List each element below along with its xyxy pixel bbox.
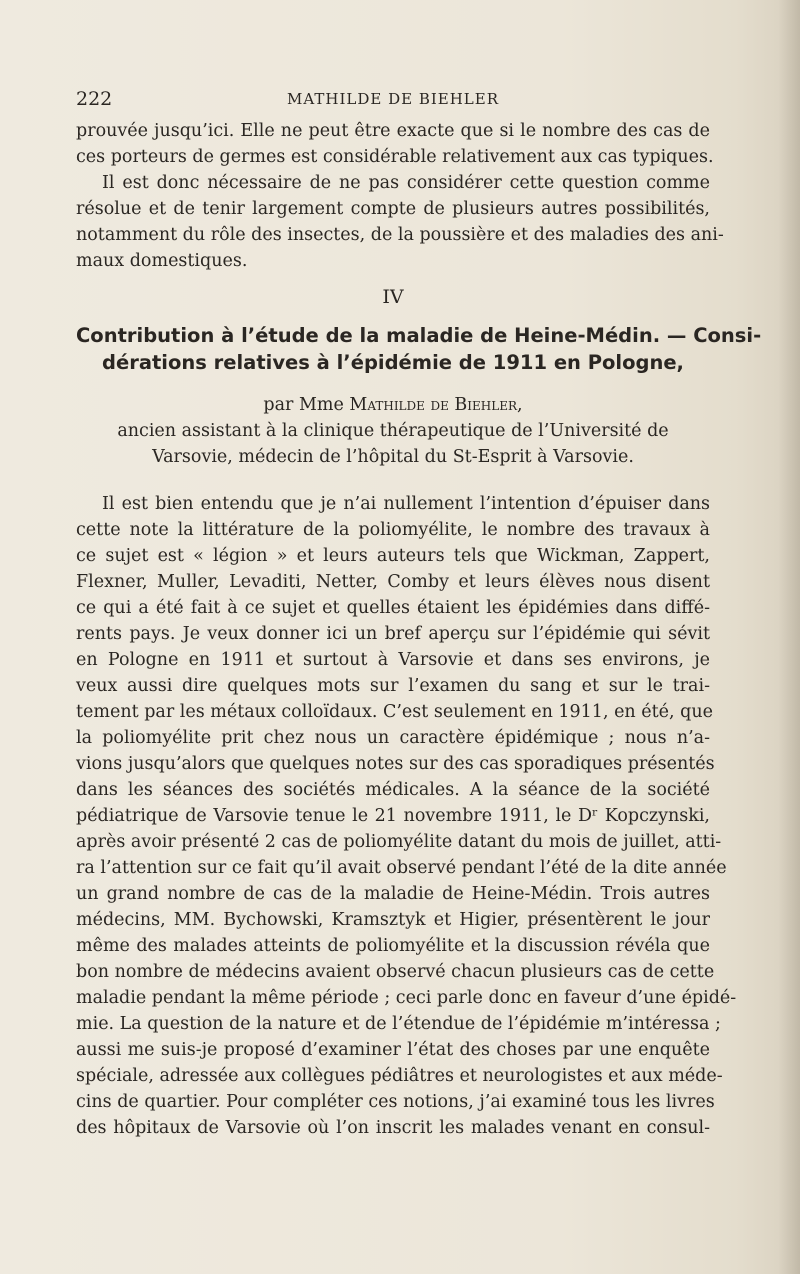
body-line: tement par les métaux colloïdaux. C’est seulement en 1911, en été, que <box>76 702 713 722</box>
body-line: mie. La question de la nature et de l’étendue de l’épidémie m’intéressa ; <box>76 1014 721 1034</box>
running-title: MATHILDE DE BIEHLER <box>286 90 499 108</box>
body-line: maladie pendant la même période ; ceci parle donc en faveur d’une épidé- <box>76 988 737 1008</box>
body-line: après avoir présenté 2 cas de poliomyélite datant du mois de juillet, atti- <box>76 832 722 852</box>
body-line: ce qui a été fait à ce sujet et quelles étaient les épidémies dans diffé- <box>76 598 710 618</box>
intro-line: résolue et de tenir largement compte de plusieurs autres possibilités, <box>76 199 710 219</box>
body-line: rents pays. Je veux donner ici un bref aperçu sur l’épidémie qui sévit <box>76 624 710 644</box>
body-paragraph <box>76 491 737 1141</box>
section-number: IV <box>382 286 404 308</box>
body-line: aussi me suis-je proposé d’examiner l’état des choses par une enquête <box>76 1040 710 1060</box>
title-line: dérations relatives à l’épidémie de 1911 en Pologne, <box>102 351 684 374</box>
intro-paragraph <box>76 118 724 274</box>
author-block <box>76 392 710 470</box>
author-prefix: par Mme <box>263 395 344 415</box>
body-line: dans les séances des sociétés médicales. A la séance de la société <box>76 780 710 800</box>
intro-line: maux domestiques. <box>76 251 248 271</box>
author-line <box>76 392 710 418</box>
section-title <box>76 322 762 376</box>
page-edge-shadow <box>778 0 800 1274</box>
body-line: en Pologne en 1911 et surtout à Varsovie et dans ses environs, je <box>76 650 710 670</box>
body-line: médecins, MM. Bychowski, Kramsztyk et Higier, présentèrent le jour <box>76 910 710 930</box>
body-line: des hôpitaux de Varsovie où l’on inscrit les malades venant en consul- <box>76 1118 710 1138</box>
body-line: ra l’attention sur ce fait qu’il avait observé pendant l’été de la dite année <box>76 858 727 878</box>
body-line: vions jusqu’alors que quelques notes sur des cas sporadiques présentés <box>76 754 715 774</box>
body-line: spéciale, adressée aux collègues pédiâtres et neurologistes et aux méde- <box>76 1066 723 1086</box>
intro-line: notamment du rôle des insectes, de la poussière et des maladies des ani- <box>76 225 724 245</box>
body-line: Flexner, Muller, Levaditi, Netter, Comby et leurs élèves nous disent <box>76 572 710 592</box>
body-line: ce sujet est « légion » et leurs auteurs tels que Wickman, Zappert, <box>76 546 710 566</box>
page-header <box>76 88 710 114</box>
body-line: la poliomyélite prit chez nous un caractère épidémique ; nous n’a- <box>76 728 710 748</box>
body-line: pédiatrique de Varsovie tenue le 21 novembre 1911, le Dʳ Kopczynski, <box>76 806 710 826</box>
page-number: 222 <box>76 88 113 110</box>
body-line: un grand nombre de cas de la maladie de Heine-Médin. Trois autres <box>76 884 710 904</box>
body-line: cins de quartier. Pour compléter ces notions, j’ai examiné tous les livres <box>76 1092 715 1112</box>
body-line: bon nombre de médecins avaient observé chacun plusieurs cas de cette <box>76 962 715 982</box>
body-line: veux aussi dire quelques mots sur l’examen du sang et sur le trai- <box>76 676 710 696</box>
affiliation-line: ancien assistant à la clinique thérapeutique de l’Université de <box>117 421 669 441</box>
intro-line: ces porteurs de germes est considérable relativement aux cas typiques. <box>76 147 714 167</box>
author-name: Mathilde de Biehler, <box>349 395 523 415</box>
body-line: même des malades atteints de poliomyélite et la discussion révéla que <box>76 936 710 956</box>
body-line: cette note la littérature de la poliomyélite, le nombre des travaux à <box>76 520 710 540</box>
intro-line: Il est donc nécessaire de ne pas considérer cette question comme <box>102 173 710 193</box>
affiliation-line: Varsovie, médecin de l’hôpital du St-Esprit à Varsovie. <box>152 447 634 467</box>
title-line: Contribution à l’étude de la maladie de Heine-Médin. — Consi- <box>76 324 762 347</box>
intro-line: prouvée jusqu’ici. Elle ne peut être exacte que si le nombre des cas de <box>76 121 710 141</box>
body-line: Il est bien entendu que je n’ai nullement l’intention d’épuiser dans <box>102 494 710 514</box>
